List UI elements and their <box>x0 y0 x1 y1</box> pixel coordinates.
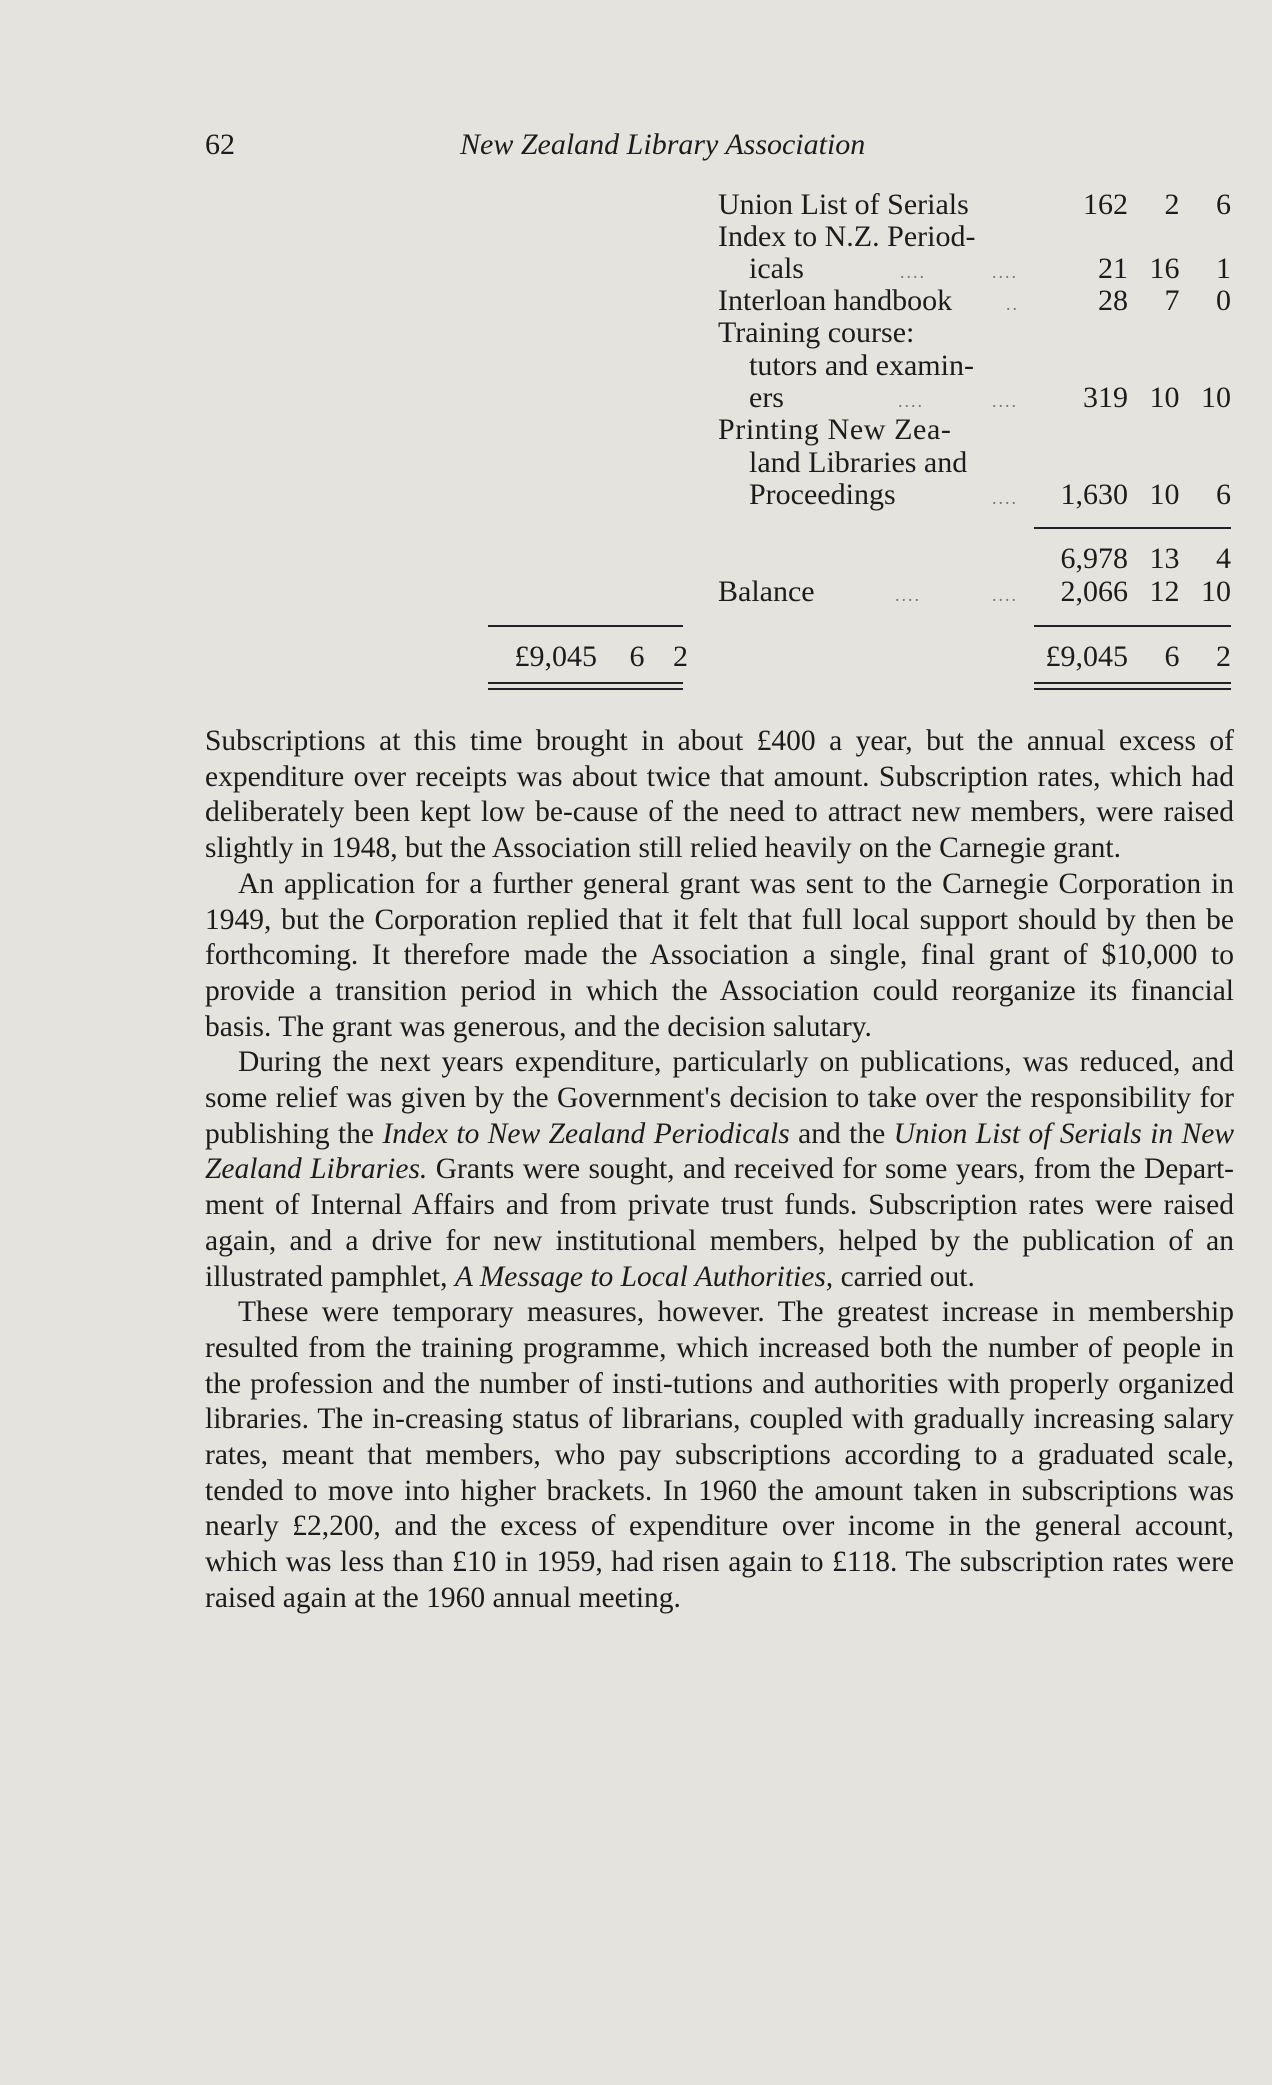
leader-dots: .... <box>900 262 926 282</box>
shillings: 16 <box>1149 252 1180 285</box>
ledger-label: Proceedings <box>749 478 896 511</box>
expenditure-ledger <box>0 0 1272 700</box>
ledger-label: Printing New Zea- <box>718 413 952 446</box>
ledger-label: land Libraries and <box>749 446 968 479</box>
leader-dots: .... <box>895 585 921 605</box>
double-rule-right <box>1034 688 1231 690</box>
text-span: and the <box>789 1117 894 1150</box>
leader-dots: .... <box>992 391 1018 411</box>
subtotal-rule <box>1034 527 1231 529</box>
body-text <box>205 724 1234 1617</box>
pence: 10 <box>1201 575 1231 608</box>
pounds: 6,978 <box>1060 542 1128 575</box>
leader-dots: .... <box>898 391 924 411</box>
pounds: 21 <box>1098 252 1128 285</box>
ledger-label: Interloan handbook <box>718 284 953 317</box>
pence: 0 <box>1216 284 1231 317</box>
ledger-amount <box>991 252 1231 286</box>
ledger-amount <box>991 381 1231 415</box>
paragraph: Subscriptions at this time brought in about £400 a year, but the annual excess of expenditure over receipts was about twice that amount. Subscription rates, which had deliberately been kept low be-cause of the need to attract new members, were raised slightly in 1948, but the Association still relied heavily on the Carnegie grant. <box>205 725 1234 865</box>
ledger-label: Union List of Serials <box>718 188 969 221</box>
balance-label: Balance <box>718 575 815 608</box>
subtotal-amount <box>991 542 1231 576</box>
shillings: 10 <box>1149 478 1180 511</box>
paragraph <box>205 1045 1234 1295</box>
italic-title: Union List of Serials in New Zealand Libraries. <box>205 1117 1234 1186</box>
italic-title: Index to New Zealand Periodicals <box>382 1117 790 1150</box>
pence: 2 <box>1216 640 1231 673</box>
total-left-amount <box>488 640 688 674</box>
ledger-amount <box>991 188 1231 222</box>
pounds: 2,066 <box>1060 575 1128 608</box>
ledger-amount <box>991 284 1231 318</box>
double-rule-left <box>488 688 683 690</box>
pounds: £9,045 <box>1045 640 1128 673</box>
text-span: Grants were sought, and received for some years, from the Depart-ment of Internal Affairs and from private trust funds. Subscription rates were raised again, and a drive for new institutional members, helped by the publication of an illustrated pamphlet, <box>205 1153 1234 1293</box>
pence: 6 <box>1216 188 1231 221</box>
pence: 1 <box>1216 252 1231 285</box>
shillings: 13 <box>1149 542 1180 575</box>
leader-dots: .... <box>992 262 1018 282</box>
total-rule-left <box>488 625 683 627</box>
pence: 4 <box>1216 542 1231 575</box>
shillings: 6 <box>1164 640 1180 673</box>
pence: 10 <box>1201 381 1231 414</box>
leader-dots: .... <box>992 488 1018 508</box>
leader-dots: .. <box>1006 294 1019 314</box>
double-rule-left <box>488 682 683 684</box>
shillings: 7 <box>1164 284 1180 317</box>
page-number: 62 <box>205 128 235 161</box>
double-rule-right <box>1034 682 1231 684</box>
ledger-amount <box>991 478 1231 512</box>
shillings: 2 <box>1164 188 1180 221</box>
leader-dots: .... <box>992 585 1018 605</box>
shillings: 10 <box>1149 381 1180 414</box>
text-span: During the next years expenditure, particularly on publications, was reduced, and some relief was given by the Government's decision to take over the responsibility for publishing the <box>205 1046 1234 1150</box>
ledger-label: Training course: <box>718 316 915 349</box>
italic-title: A Message to Local Authorities, <box>454 1260 834 1293</box>
pence: 6 <box>1216 478 1231 511</box>
shillings: 12 <box>1149 575 1180 608</box>
text-span: carried out. <box>833 1260 975 1293</box>
pounds: 162 <box>1083 188 1128 221</box>
ledger-label: icals <box>749 252 804 285</box>
balance-amount <box>991 575 1231 609</box>
pounds: 319 <box>1083 381 1128 414</box>
paragraph: These were temporary measures, however. The greatest increase in membership resulted from the training programme, which increased both the number of people in the profession and the number of insti-tutions and authorities with properly organized libraries. The in-creasing status of librarians, coupled with gradually increasing salary rates, meant that members, who pay subscriptions according to a graduated scale, tended to move into higher brackets. In 1960 the amount taken in subscriptions was nearly £2,200, and the excess of expenditure over income in the general account, which was less than £10 in 1959, had risen again to £118. The subscription rates were raised again at the 1960 annual meeting. <box>205 1296 1234 1614</box>
total-rule-right <box>1034 625 1231 627</box>
ledger-label: Index to N.Z. Period- <box>718 220 976 253</box>
shillings: 6 <box>629 640 645 673</box>
ledger-label: ers <box>749 381 784 414</box>
pounds: 28 <box>1098 284 1128 317</box>
pence: 2 <box>673 640 688 673</box>
total-right-amount <box>991 640 1231 674</box>
running-title: New Zealand Library Association <box>460 128 866 161</box>
paragraph: An application for a further general grant was sent to the Carnegie Corporation in 1949, but the Corporation replied that it felt that full local support should by then be forthcoming. It therefore made the Association a single, final grant of $10,000 to provide a transition period in which the Association could reorganize its financial basis. The grant was generous, and the decision salutary. <box>205 867 1234 1043</box>
ledger-label: tutors and examin- <box>749 349 974 382</box>
pounds: 1,630 <box>1060 478 1128 511</box>
pounds: £9,045 <box>514 640 597 673</box>
